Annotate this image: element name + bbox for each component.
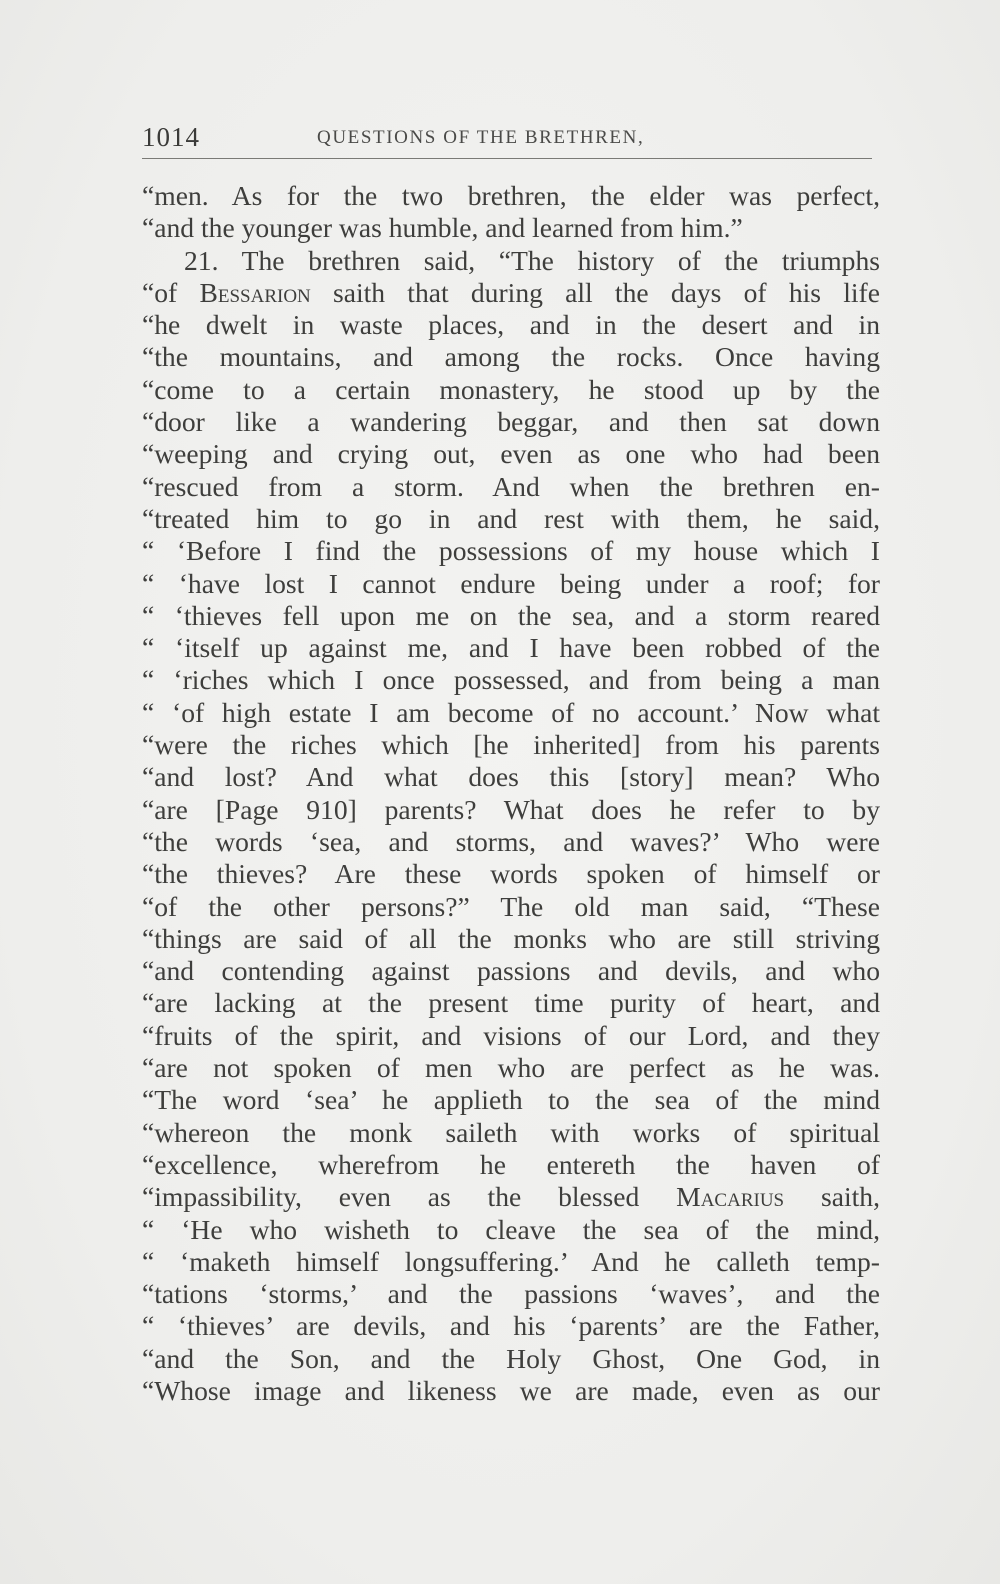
text-line: “men. As for the two brethren, the elder was perfect,: [142, 180, 880, 211]
text-line: “door like a wandering beggar, and then sat down: [142, 406, 880, 438]
text-line: “of the other persons?” The old man said, “These: [142, 890, 880, 922]
text-line: “are lacking at the present time purity of heart, and: [142, 987, 880, 1019]
text-line: “the thieves? Are these words spoken of himself or: [142, 858, 880, 890]
text-line: “whereon the monk saileth with works of spiritual: [142, 1116, 880, 1148]
text-line: “and the younger was humble, and learned from him.”: [142, 212, 743, 244]
text-line: “ ‘maketh himself longsuffering.’ And he calleth temp-: [142, 1245, 880, 1277]
text-line: “are not spoken of men who are perfect as he was.: [142, 1052, 880, 1084]
text-line: “and lost? And what does this [story] mean? Who: [142, 761, 880, 793]
text-line: “ ‘riches which I once possessed, and from being a man: [142, 664, 880, 696]
header-rule: [142, 158, 872, 159]
text-line: “ ‘thieves’ are devils, and his ‘parents’ are the Father,: [142, 1310, 880, 1342]
text-line: “Whose image and likeness we are made, even as our: [142, 1374, 880, 1406]
text-line: “rescued from a storm. And when the brethren en-: [142, 470, 880, 502]
page-header: [142, 122, 872, 158]
text-line: “weeping and crying out, even as one who had been: [142, 438, 880, 470]
text-line: “things are said of all the monks who are still striving: [142, 922, 880, 954]
text-line: “are [Page 910] parents? What does he refer to by: [142, 793, 880, 825]
text-line: 21. The brethren said, “The history of the triumphs: [184, 244, 880, 276]
text-line: “of Bessarion saith that during all the days of his life: [142, 276, 880, 308]
text-line: “the words ‘sea, and storms, and waves?’ Who were: [142, 825, 880, 857]
text-line: “treated him to go in and rest with them, he said,: [142, 502, 880, 534]
text-line: “impassibility, even as the blessed Macarius saith,: [142, 1181, 880, 1213]
text-line: “The word ‘sea’ he applieth to the sea of the mind: [142, 1084, 880, 1116]
proper-name: Macarius: [676, 1181, 785, 1213]
text-line: “ ‘have lost I cannot endure being under a roof; for: [142, 567, 880, 599]
text-line: “he dwelt in waste places, and in the desert and in: [142, 309, 880, 341]
proper-name: Bessarion: [199, 276, 311, 308]
text-line: “and the Son, and the Holy Ghost, One God, in: [142, 1342, 880, 1374]
text-line: “ ‘Before I find the possessions of my house which I: [142, 535, 880, 567]
running-head: QUESTIONS OF THE BRETHREN,: [317, 127, 645, 148]
text-line: “ ‘itself up against me, and I have been robbed of the: [142, 632, 880, 664]
text-line: “tations ‘storms,’ and the passions ‘waves’, and the: [142, 1278, 880, 1310]
text-line: “ ‘of high estate I am become of no account.’ Now what: [142, 696, 880, 728]
text-line: “were the riches which [he inherited] from his parents: [142, 729, 880, 761]
text-line: “ ‘thieves fell upon me on the sea, and a storm reared: [142, 599, 880, 631]
text-line: “and contending against passions and devils, and who: [142, 955, 880, 987]
text-line: “come to a certain monastery, he stood up by the: [142, 373, 880, 405]
text-line: “ ‘He who wisheth to cleave the sea of the mind,: [142, 1213, 880, 1245]
page-number: 1014: [142, 122, 200, 152]
text-line: “fruits of the spirit, and visions of our Lord, and they: [142, 1019, 880, 1051]
text-line: “excellence, wherefrom he entereth the haven of: [142, 1148, 880, 1180]
body-text: [142, 180, 880, 1407]
text-line: “the mountains, and among the rocks. Once having: [142, 341, 880, 373]
